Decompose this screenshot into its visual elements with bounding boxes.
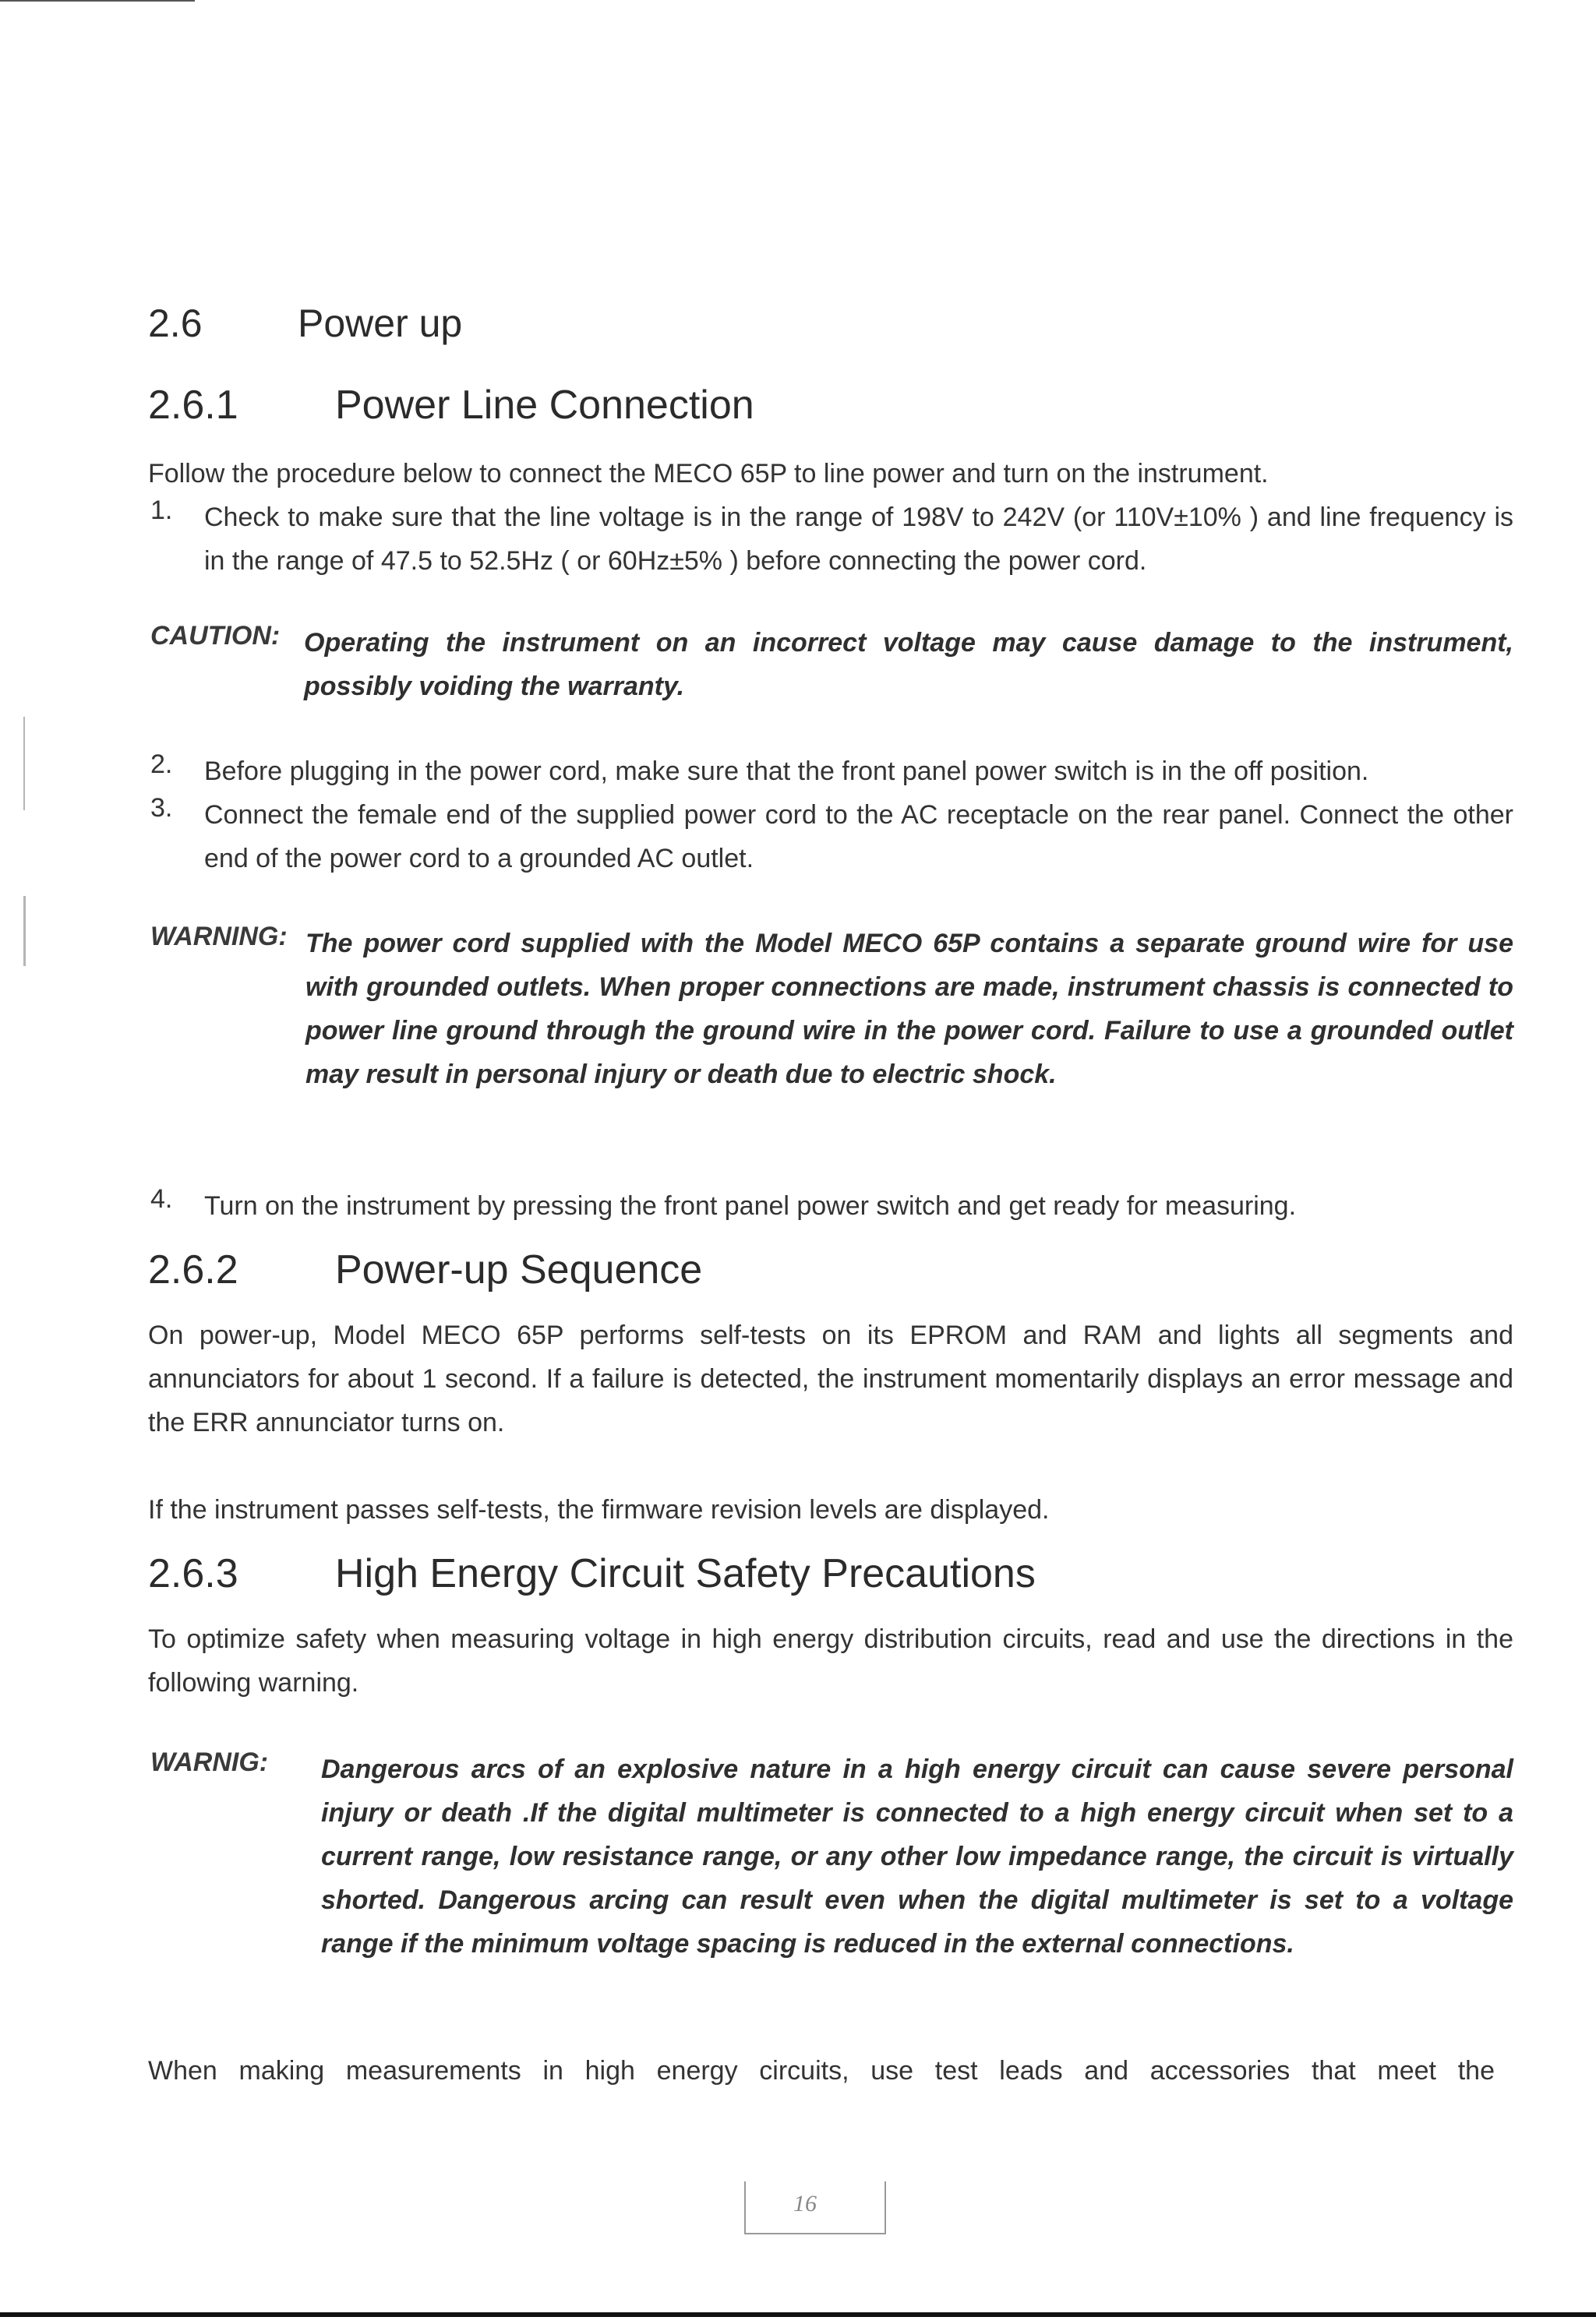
- subsection-title: Power-up Sequence: [335, 1247, 703, 1292]
- section-title: Power up: [298, 302, 463, 345]
- subsection-title: Power Line Connection: [335, 383, 754, 428]
- high-energy-warning-text: Dangerous arcs of an explosive nature in a high energy circuit can cause severe personal injury or death .If the digital multimeter is connected to a high energy circuit when set to a current range, low resistance range, or any other low impedance range, the circuit is virtually shorted. Dangerous arcing can result even when the digital multimeter is set to a voltage range if the minimum voltage spacing is reduced in the external connections.: [321, 1754, 1513, 1959]
- subsection-heading-power-up-sequence: [148, 1247, 702, 1293]
- step-number: 4.: [150, 1184, 173, 1214]
- warning-text: The power cord supplied with the Model MECO 65P contains a separate ground wire for use with grounded outlets. When proper connections are made, instrument chassis is connected to power line ground through the ground wire in the power cord. Failure to use a grounded outlet may result in personal injury or death due to electric shock.: [305, 929, 1513, 1089]
- step-3-text: Connect the female end of the supplied power cord to the AC receptacle on the rear panel. Connect the other end of the power cord to a grounded AC outlet.: [204, 800, 1513, 873]
- step-number: 1.: [150, 495, 173, 525]
- subsection-heading-power-line: [148, 382, 754, 428]
- subsection-number: 2.6.3: [148, 1551, 238, 1596]
- step-4-text: Turn on the instrument by pressing the front panel power switch and get ready for measuring.: [204, 1191, 1297, 1221]
- section-number: 2.6: [148, 302, 203, 345]
- scan-edge-top: [0, 0, 195, 2]
- step-1-text: Check to make sure that the line voltage is in the range of 198V to 242V (or 110V±10% ) and line frequency is in the range of 47.5 to 52.5Hz ( or 60Hz±5% ) before connecting the power cord.: [204, 503, 1513, 576]
- step-2-text: Before plugging in the power cord, make sure that the front panel power switch is in the off position.: [204, 756, 1369, 786]
- scan-margin-mark: [23, 717, 25, 810]
- scan-margin-mark: [23, 896, 26, 966]
- closing-paragraph: When making measurements in high energy circuits, use test leads and accessories that meet the: [148, 2056, 1495, 2086]
- scan-edge-bottom: [0, 2312, 1596, 2317]
- high-energy-intro: To optimize safety when measuring voltage in high energy distribution circuits, read and use the directions in the following warning.: [148, 1624, 1513, 1698]
- subsection-title: High Energy Circuit Safety Precautions: [335, 1551, 1036, 1596]
- warnig-label: WARNIG:: [150, 1747, 269, 1777]
- step-number: 2.: [150, 749, 173, 779]
- subsection-number: 2.6.2: [148, 1247, 238, 1292]
- subsection-heading-high-energy: [148, 1550, 1036, 1597]
- page-number: 16: [793, 2191, 817, 2216]
- intro-paragraph: Follow the procedure below to connect the MECO 65P to line power and turn on the instrument.: [148, 459, 1269, 488]
- warning-label: WARNING:: [150, 922, 288, 951]
- section-heading: [148, 301, 462, 346]
- power-up-paragraph: On power-up, Model MECO 65P performs self-tests on its EPROM and RAM and lights all segments and annunciators for about 1 second. If a failure is detected, the instrument momentarily displays an error message and the ERR annunciator turns on.: [148, 1321, 1513, 1437]
- caution-text: Operating the instrument on an incorrect voltage may cause damage to the instrument, possibly voiding the warranty.: [304, 628, 1513, 701]
- firmware-paragraph: If the instrument passes self-tests, the firmware revision levels are displayed.: [148, 1495, 1050, 1525]
- step-number: 3.: [150, 793, 173, 823]
- subsection-number: 2.6.1: [148, 383, 238, 428]
- caution-label: CAUTION:: [150, 621, 281, 651]
